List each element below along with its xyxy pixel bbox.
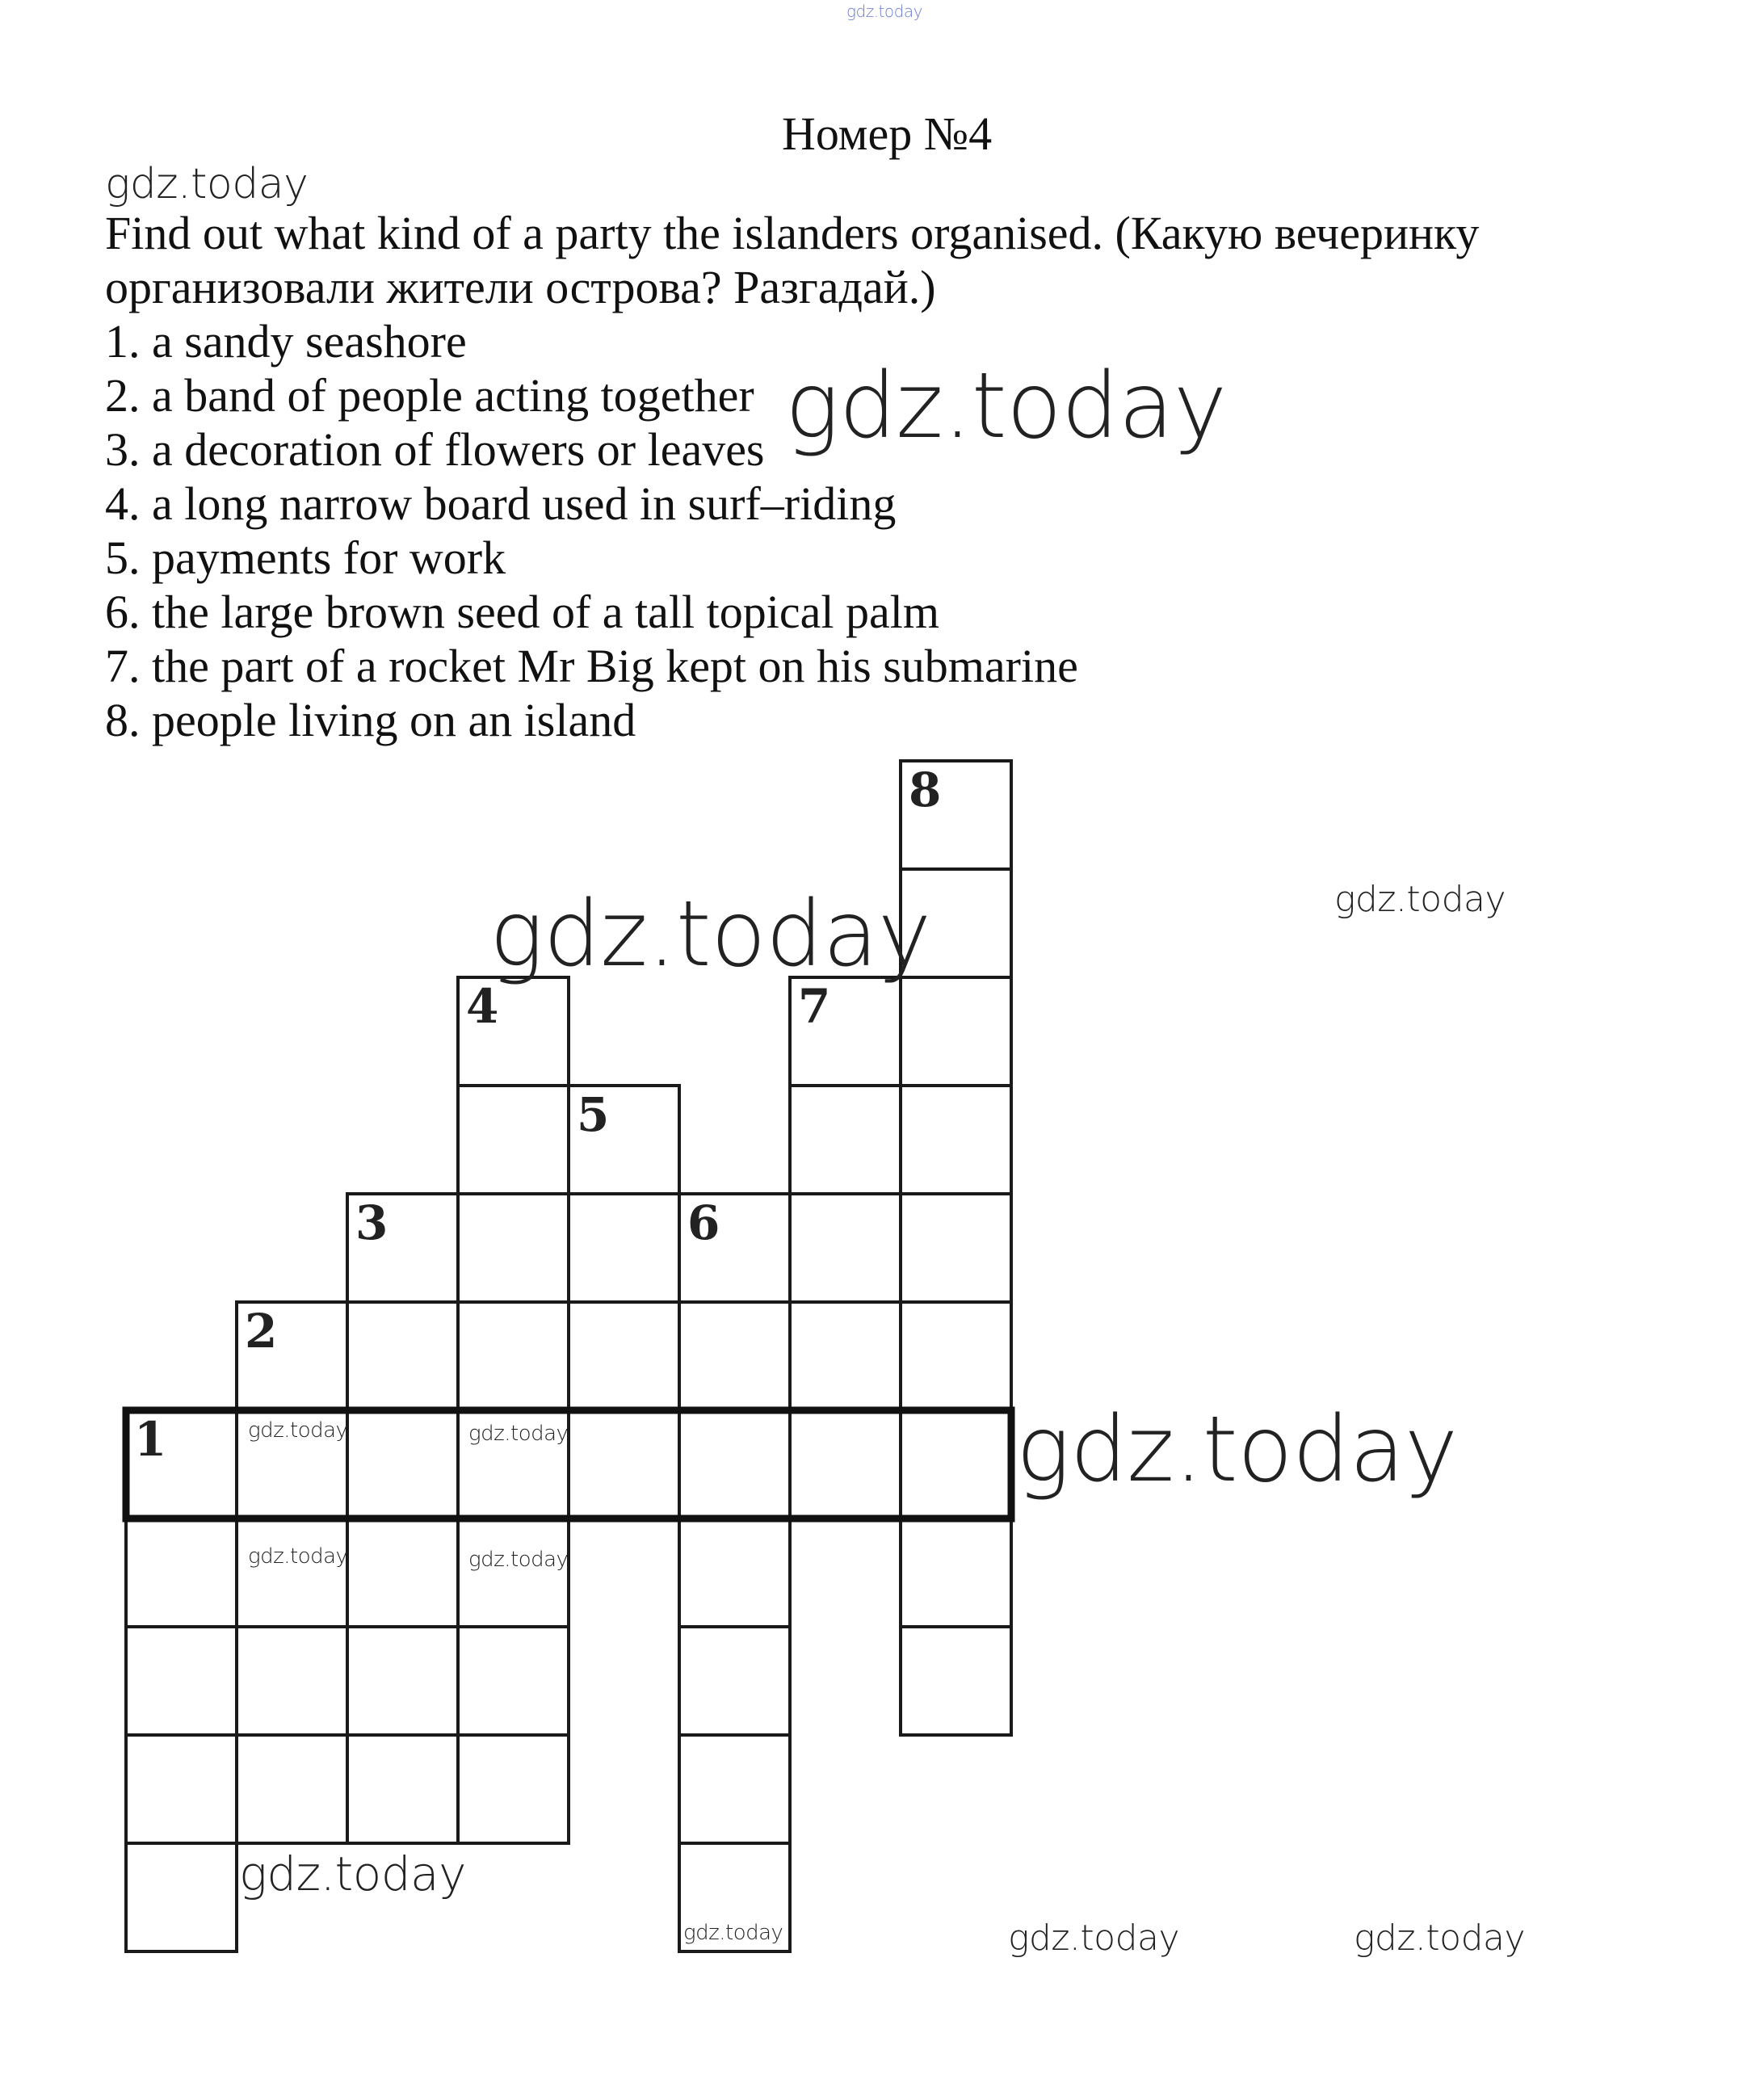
crossword-cell[interactable] [458, 1194, 569, 1302]
watermark: gdz.today [1016, 1397, 1458, 1502]
crossword-cell[interactable] [569, 1302, 679, 1410]
instruction-line-1: Find out what kind of a party the islanders organised. (Какую вечеринку [105, 207, 1480, 259]
crossword-cell[interactable] [237, 1735, 347, 1843]
watermark: gdz.today [683, 1921, 783, 1945]
clue-number-6: 6 [687, 1195, 720, 1250]
crossword-cell[interactable] [126, 1735, 237, 1843]
crossword-cell[interactable] [347, 1519, 458, 1627]
clue-number-5: 5 [577, 1087, 610, 1142]
page-title: Номер №4 [782, 107, 993, 160]
instruction-line-2: организовали жители острова? Разгадай.) [105, 261, 936, 313]
crossword-cell[interactable] [569, 1410, 679, 1519]
clue-6: 6. the large brown seed of a tall topical palm [105, 586, 939, 638]
crossword-cell[interactable] [679, 1302, 790, 1410]
clue-7: 7. the part of a rocket Mr Big kept on his submarine [105, 640, 1078, 692]
crossword-cell[interactable] [679, 1735, 790, 1843]
crossword-cell[interactable] [126, 1627, 237, 1735]
crossword-cell[interactable] [458, 1086, 569, 1194]
clue-1: 1. a sandy seashore [105, 315, 467, 368]
watermark: gdz.today [248, 1418, 348, 1443]
watermark: gdz.today [489, 882, 931, 987]
crossword-cell[interactable] [790, 1410, 901, 1519]
crossword-cell[interactable] [458, 1735, 569, 1843]
crossword-cell[interactable] [901, 1410, 1011, 1519]
crossword-cell[interactable] [347, 1302, 458, 1410]
watermark: gdz.today [785, 354, 1227, 459]
watermark: gdz.today [239, 1846, 466, 1901]
header-watermark: gdz.today [846, 2, 922, 21]
crossword-cell[interactable] [679, 1519, 790, 1627]
clue-8: 8. people living on an island [105, 694, 636, 746]
clue-number-2: 2 [245, 1304, 278, 1359]
crossword-cell[interactable] [458, 1302, 569, 1410]
crossword-cell[interactable] [679, 1627, 790, 1735]
watermark: gdz.today [1008, 1918, 1180, 1959]
crossword-cell[interactable] [569, 1194, 679, 1302]
clue-number-4: 4 [466, 979, 499, 1034]
crossword-cell[interactable] [790, 1194, 901, 1302]
crossword-cell[interactable] [679, 1410, 790, 1519]
crossword-cell[interactable] [347, 1410, 458, 1519]
crossword-cell[interactable] [458, 1627, 569, 1735]
crossword-cell[interactable] [901, 1627, 1011, 1735]
watermark: gdz.today [1354, 1918, 1526, 1959]
crossword-cell[interactable] [126, 1519, 237, 1627]
crossword-cell[interactable] [790, 1302, 901, 1410]
crossword-cell[interactable] [901, 1194, 1011, 1302]
watermark: gdz.today [1334, 879, 1506, 920]
crossword-cell[interactable] [237, 1627, 347, 1735]
clue-2: 2. a band of people acting together [105, 369, 754, 422]
clue-number-1: 1 [134, 1412, 167, 1467]
crossword-cell[interactable] [126, 1843, 237, 1951]
crossword-cell[interactable] [901, 1519, 1011, 1627]
crossword-cell[interactable] [237, 1519, 347, 1627]
crossword-cell[interactable] [901, 1302, 1011, 1410]
clue-5: 5. payments for work [105, 531, 506, 584]
clue-3: 3. a decoration of flowers or leaves [105, 423, 765, 476]
clue-number-8: 8 [909, 762, 942, 817]
crossword-cell[interactable] [901, 1086, 1011, 1194]
clue-number-7: 7 [798, 979, 831, 1034]
watermark: gdz.today [248, 1544, 348, 1569]
crossword-cell[interactable] [347, 1627, 458, 1735]
watermark: gdz.today [105, 160, 309, 208]
clue-4: 4. a long narrow board used in surf–riding [105, 477, 897, 530]
crossword-cell[interactable] [458, 1519, 569, 1627]
crossword-cell[interactable] [790, 1086, 901, 1194]
watermark: gdz.today [468, 1548, 569, 1572]
watermark: gdz.today [468, 1422, 569, 1446]
clue-number-3: 3 [355, 1195, 388, 1250]
crossword-cell[interactable] [901, 977, 1011, 1086]
crossword-cell[interactable] [347, 1735, 458, 1843]
